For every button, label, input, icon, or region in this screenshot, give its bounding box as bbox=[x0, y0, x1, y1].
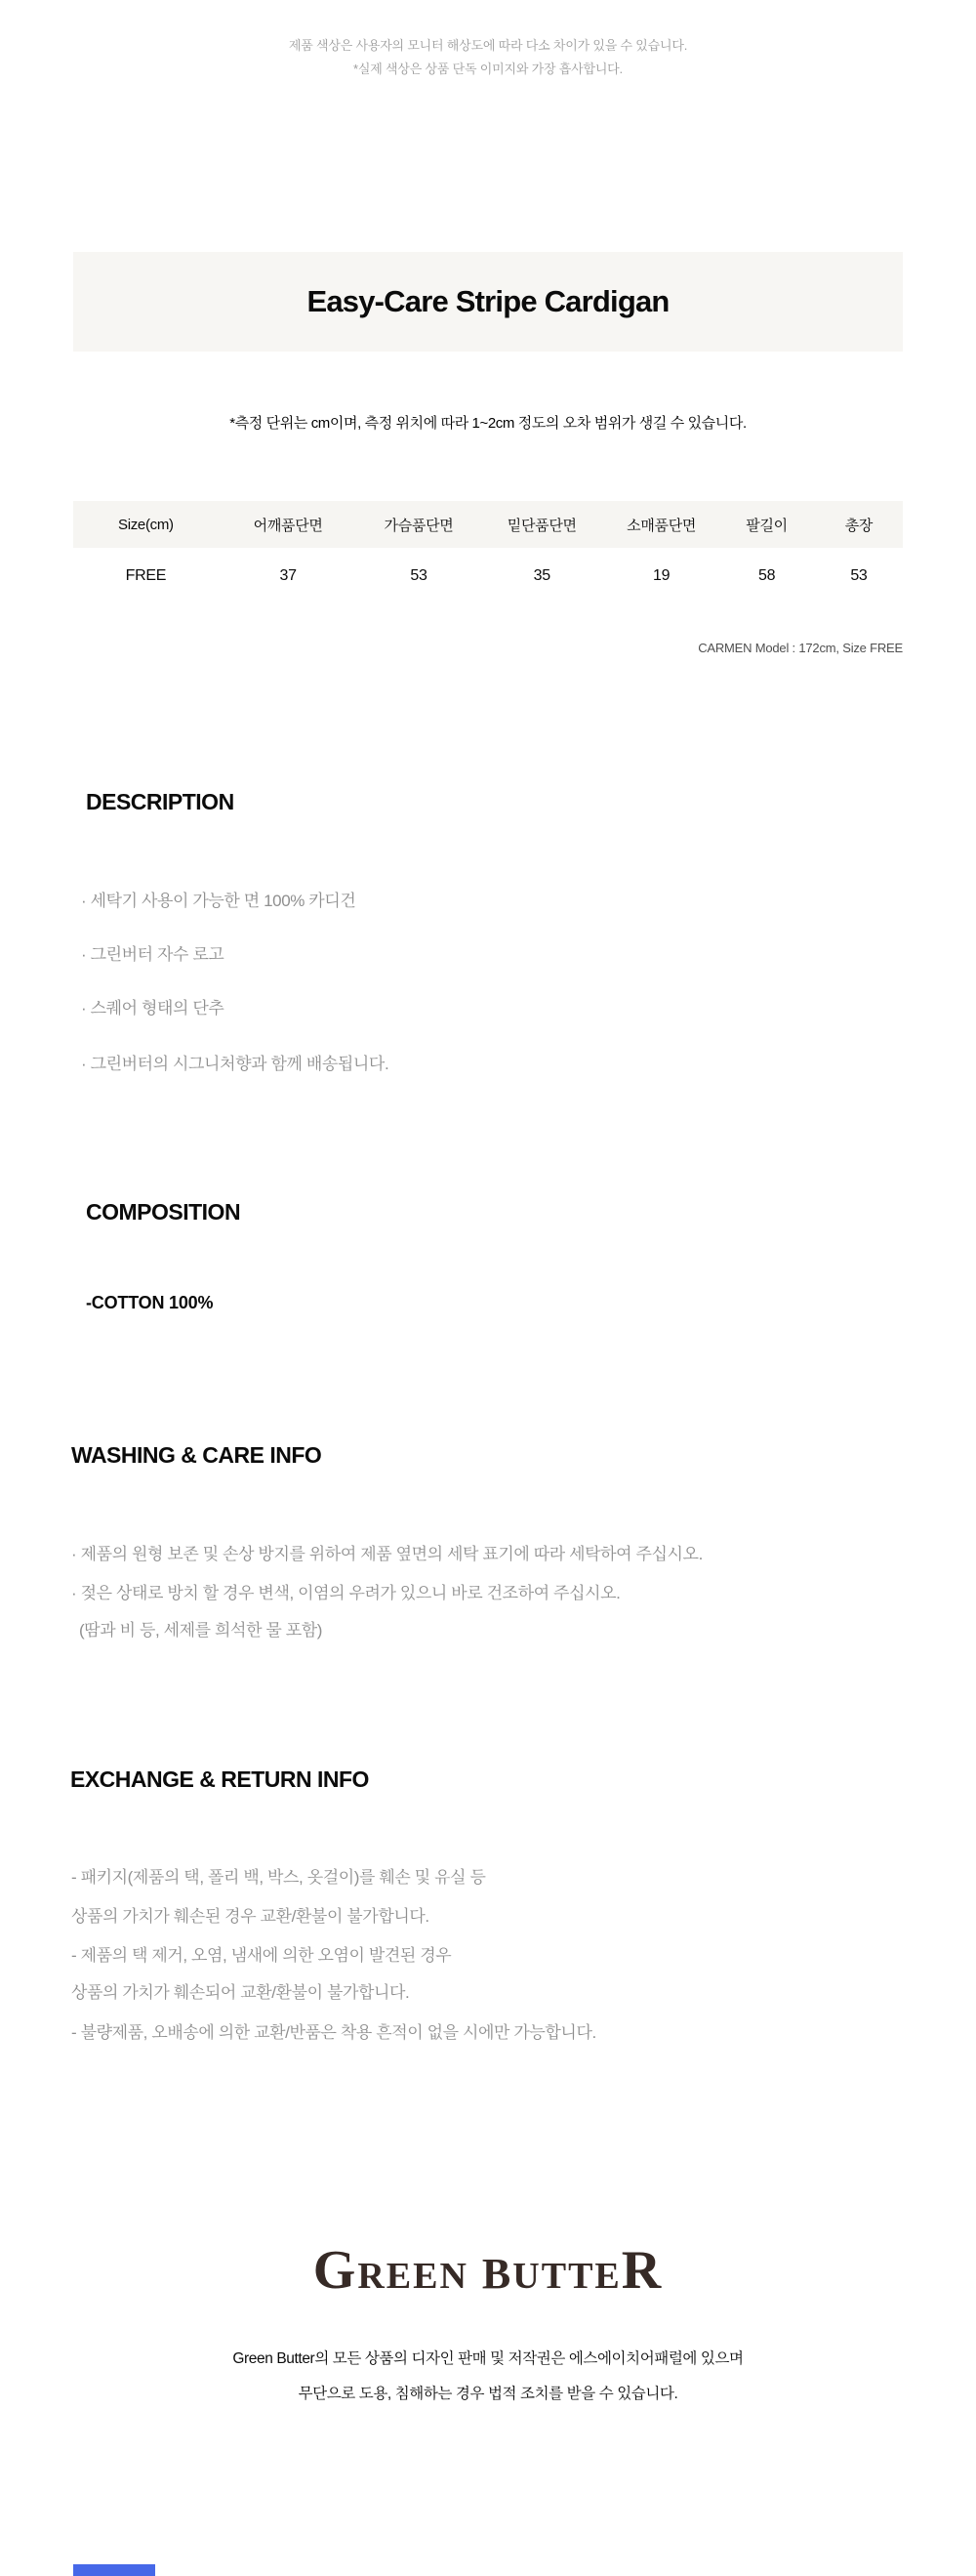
size-table-header: 가슴품단면 bbox=[384, 517, 454, 534]
description-item: · 세탁기 사용이 가능한 면 100% 카디건 bbox=[81, 892, 356, 910]
washing-item: · 제품의 원형 보존 및 손상 방지를 위하여 제품 옆면의 세탁 표기에 따라 세탁하여 주십시오. bbox=[71, 1545, 703, 1563]
washing-item: · 젖은 상태로 방치 할 경우 변색, 이염의 우려가 있으니 바로 건조하여 주십시오. bbox=[71, 1584, 621, 1602]
washing-item: (땀과 비 등, 세제를 희석한 물 포함) bbox=[79, 1621, 323, 1640]
size-table-cell: 37 bbox=[279, 567, 297, 584]
exchange-item: 상품의 가치가 훼손되어 교환/환불이 불가합니다. bbox=[71, 1983, 410, 2002]
size-table-header: 소매품단면 bbox=[627, 517, 697, 534]
description-item: · 그린버터 자수 로고 bbox=[81, 945, 224, 964]
size-table-cell: 58 bbox=[757, 567, 776, 584]
composition-heading: COMPOSITION bbox=[86, 1199, 241, 1225]
size-table-cell: 35 bbox=[533, 567, 550, 584]
size-table-cell: 53 bbox=[850, 567, 868, 584]
model-size-info: CARMEN Model : 172cm, Size FREE bbox=[698, 641, 903, 655]
size-table-header-row bbox=[73, 501, 903, 548]
green-butter-logo bbox=[0, 2234, 976, 2306]
exchange-item: - 제품의 택 제거, 오염, 냄새에 의한 오염이 발견된 경우 bbox=[71, 1946, 452, 1965]
measurement-note: *측정 단위는 cm이며, 측정 위치에 따라 1~2cm 정도의 오차 범위가 생길 수 있습니다. bbox=[229, 415, 747, 432]
size-table-header: 밑단품단면 bbox=[507, 517, 577, 534]
exchange-item: 상품의 가치가 훼손된 경우 교환/환불이 불가합니다. bbox=[71, 1907, 429, 1926]
exchange-item: - 패키지(제품의 택, 폴리 백, 박스, 옷걸이)를 훼손 및 유실 등 bbox=[71, 1868, 486, 1887]
bottom-partial-blue-bar bbox=[73, 2564, 155, 2576]
exchange-item: - 불량제품, 오배송에 의한 교환/반품은 착용 흔적이 없을 시에만 가능합니다. bbox=[71, 2023, 596, 2042]
size-table-header: 어깨품단면 bbox=[253, 517, 323, 534]
actual-color-notice: *실제 색상은 상품 단독 이미지와 가장 흡사합니다. bbox=[353, 62, 623, 76]
logo-letter: R bbox=[621, 2240, 664, 2301]
monitor-color-notice: 제품 색상은 사용자의 모니터 해상도에 따라 다소 차이가 있을 수 있습니다. bbox=[288, 38, 688, 53]
logo-letters: REEN bbox=[357, 2256, 468, 2297]
size-table bbox=[73, 501, 903, 604]
size-table-value-row bbox=[73, 548, 903, 604]
copyright-line-1: Green Butter의 모든 상품의 디자인 판매 및 저작권은 에스에이치어패럴에 있으며 bbox=[232, 2350, 744, 2367]
description-item: · 스퀘어 형태의 단추 bbox=[81, 999, 224, 1018]
copyright-line-2: 무단으로 도용, 침해하는 경우 법적 조치를 받을 수 있습니다. bbox=[298, 2386, 678, 2402]
logo-letter: G bbox=[312, 2240, 358, 2301]
description-item: · 그린버터의 시그니처향과 함께 배송됩니다. bbox=[81, 1055, 389, 1073]
size-table-header: 총장 bbox=[844, 517, 874, 534]
composition-content: -COTTON 100% bbox=[86, 1293, 214, 1312]
washing-care-heading: WASHING & CARE INFO bbox=[71, 1442, 322, 1468]
size-table-cell: 19 bbox=[653, 567, 671, 584]
exchange-return-heading: EXCHANGE & RETURN INFO bbox=[70, 1766, 369, 1792]
logo-letter: B bbox=[481, 2250, 513, 2298]
product-title: Easy-Care Stripe Cardigan bbox=[306, 284, 670, 318]
copyright-notice bbox=[0, 2342, 976, 2412]
description-heading: DESCRIPTION bbox=[86, 789, 234, 814]
logo-letters: UTTE bbox=[512, 2256, 622, 2297]
size-table-cell: FREE bbox=[125, 567, 167, 584]
size-table-header: Size(cm) bbox=[117, 516, 174, 533]
size-table-header: 팔길이 bbox=[746, 517, 788, 534]
title-banner bbox=[73, 252, 903, 352]
size-table-cell: 53 bbox=[410, 567, 427, 584]
